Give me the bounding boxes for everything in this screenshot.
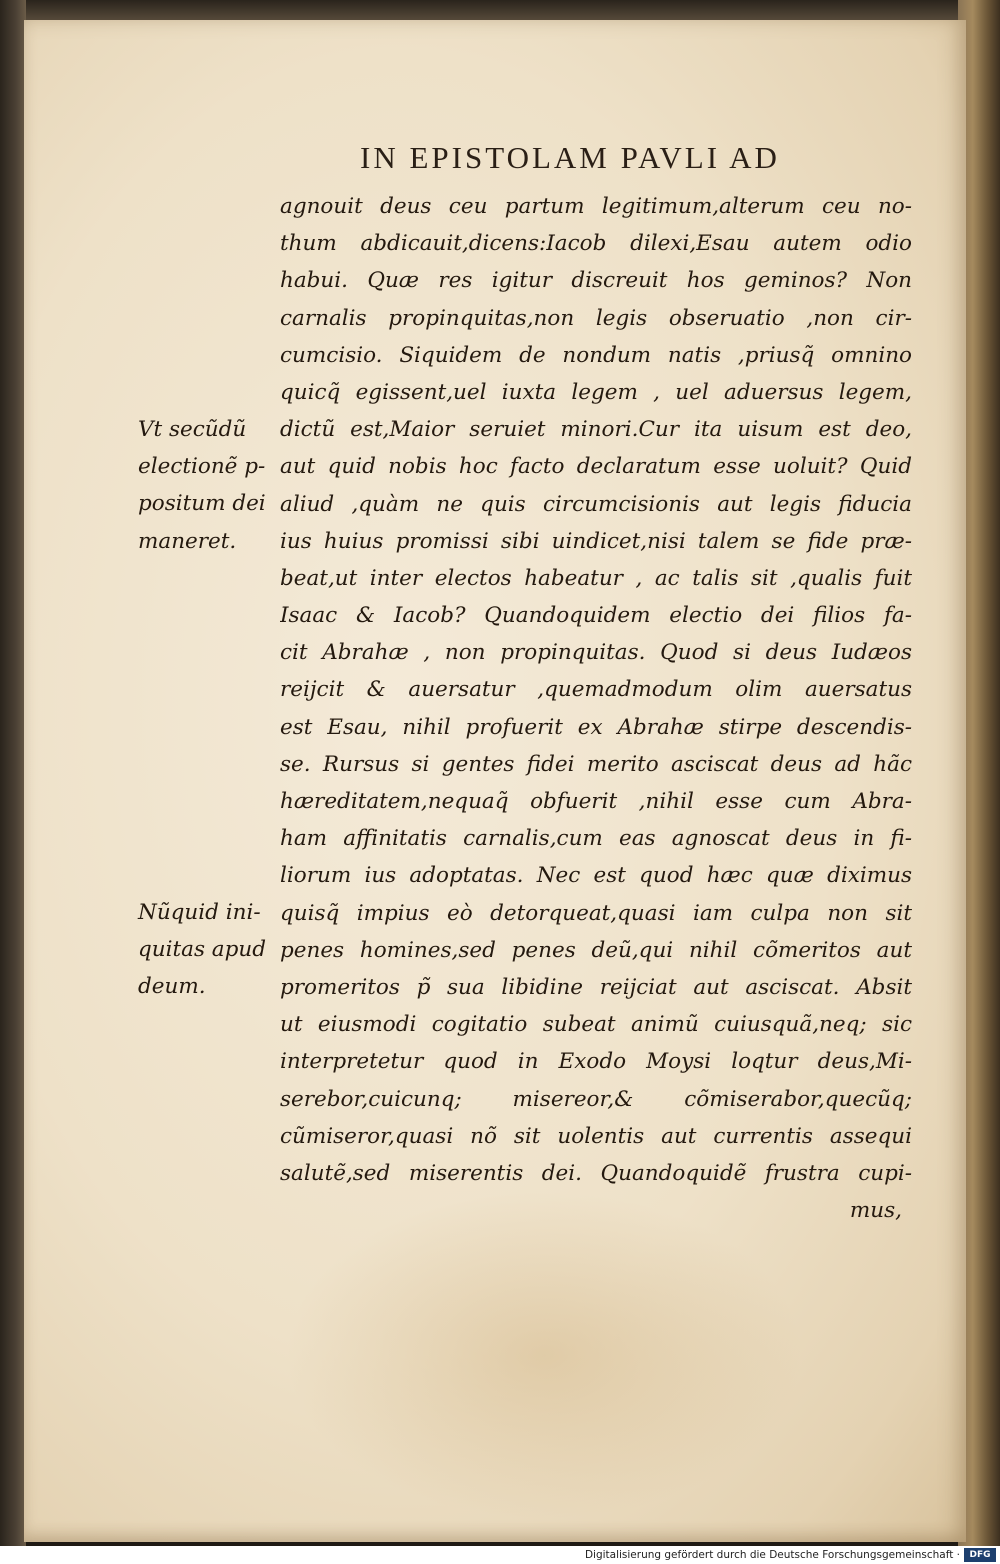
margin-note-line: positum dei — [138, 491, 266, 517]
text-line: se. Rursus si gentes fidei merito asciscat deus ad hãc — [280, 751, 912, 777]
body-text-block — [280, 188, 912, 1229]
text-line: cit Abrahæ , non propinquitas. Quod si deus Iudæos — [280, 640, 912, 666]
text-line: promeritos p̃ sua libidine reijciat aut asciscat. Absit — [280, 974, 912, 1000]
margin-note-line: Nũquid ini- — [138, 900, 261, 925]
text-line: interpretetur quod in Exodo Moysi loqtur deus,Mi- — [280, 1049, 912, 1075]
text-line: quisq̃ impius eò detorqueat,quasi iam culpa non sit — [280, 900, 912, 926]
text-line: thum abdicauit,dicens:Iacob dilexi,Esau autem odio — [280, 231, 912, 257]
text-line: agnouit deus ceu partum legitimum,alterum ceu no- — [280, 194, 912, 219]
margin-note-iniquitas — [138, 894, 286, 1006]
paper-stain — [284, 1190, 804, 1520]
margin-note-line: Vt secũdũ — [138, 417, 247, 442]
margin-note-election — [138, 411, 286, 560]
scan-border-left — [0, 0, 26, 1564]
catchword: mus, — [849, 1198, 902, 1224]
margin-note-line: quitas apud — [138, 937, 267, 963]
digitization-footer — [0, 1546, 1000, 1564]
text-line: aliud ,quàm ne quis circumcisionis aut legis fiducia — [280, 491, 912, 517]
scan-border-top — [0, 0, 1000, 22]
text-line: serebor,cuicunq; misereor,& cõmiserabor,quecũq; — [280, 1086, 912, 1112]
margin-note-line: electionẽ p- — [138, 454, 266, 480]
text-line: ius huius promissi sibi uindicet,nisi talem se fide præ- — [280, 528, 912, 554]
text-line: ham affinitatis carnalis,cum eas agnoscat deus in fi- — [280, 826, 912, 852]
text-line: cumcisio. Siquidem de nondum natis ,priusq̃ omnino — [280, 342, 912, 368]
text-line: penes homines,sed penes deũ,qui nihil cõmeritos aut — [280, 937, 912, 963]
text-line: hæreditatem,nequaq̃ obfuerit ,nihil esse cum Abra- — [280, 789, 912, 814]
text-line: salutẽ,sed miserentis dei. Quandoquidẽ frustra cupi- — [280, 1160, 912, 1186]
text-line: cũmiseror,quasi nõ sit uolentis aut currentis assequi — [280, 1123, 912, 1149]
text-line: est Esau, nihil profuerit ex Abrahæ stirpe descendis- — [280, 714, 912, 740]
text-line: reijcit & auersatur ,quemadmodum olim auersatus — [280, 677, 912, 703]
text-line: liorum ius adoptatas. Nec est quod hæc quæ diximus — [280, 863, 912, 889]
text-line: quicq̃ egissent,uel iuxta legem , uel aduersus legem, — [280, 379, 912, 405]
text-line: habui. Quæ res igitur discreuit hos geminos? Non — [280, 268, 912, 294]
text-line: dictũ est,Maior seruiet minori.Cur ita uisum est deo, — [280, 417, 912, 443]
text-line: Isaac & Iacob? Quandoquidem electio dei filios fa- — [280, 603, 912, 629]
running-head: IN EPISTOLAM PAVLI AD — [360, 140, 780, 175]
text-line: carnalis propinquitas,non legis obseruatio ,non cir- — [280, 305, 912, 331]
footer-credit: Digitalisierung gefördert durch die Deutsche Forschungsgemeinschaft · — [584, 1549, 960, 1561]
text-line: aut quid nobis hoc facto declaratum esse uoluit? Quid — [280, 454, 912, 480]
dfg-logo-icon: DFG — [964, 1548, 996, 1562]
margin-note-line: maneret. — [138, 528, 237, 554]
text-line: ut eiusmodi cogitatio subeat animũ cuiusquã,neq; sic — [280, 1012, 912, 1038]
margin-note-line: deum. — [138, 974, 206, 1000]
text-line: beat,ut inter electos habeatur , ac talis sit ,qualis fuit — [280, 565, 912, 591]
